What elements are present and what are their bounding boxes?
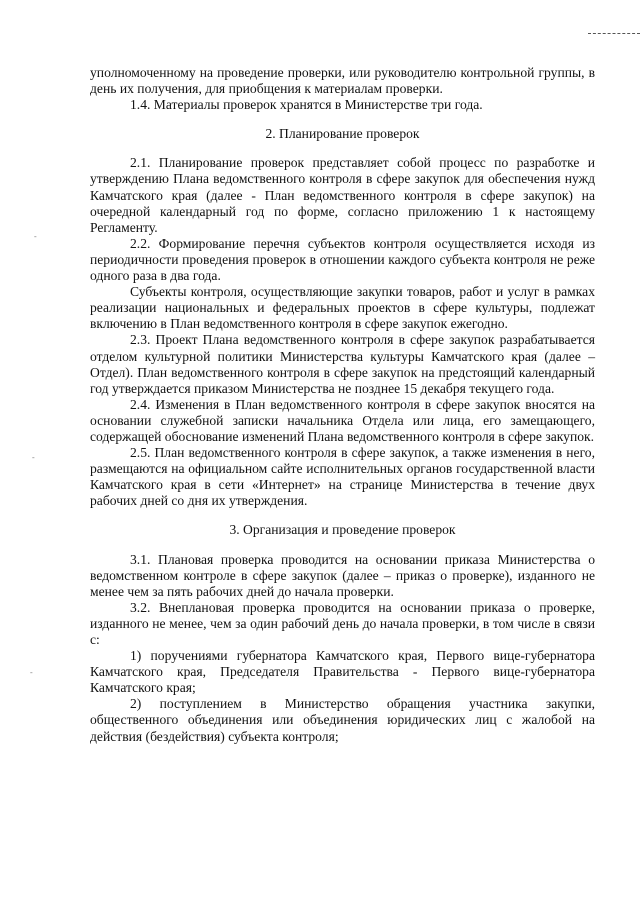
paragraph: 2.1. Планирование проверок представляет собой процесс по разработке и утверждению Плана ведомственного контроля в сфере закупок для обеспечения нужд Камчатского края (далее - План ведомственного контроля в сфере закупок) на очередной календарный год по форме, согласно приложению 1 к настоящему Регламенту. <box>90 155 595 235</box>
scan-edge-line <box>588 33 640 34</box>
paragraph: 2.2. Формирование перечня субъектов контроля осуществляется исходя из периодичности проведения проверок в отношении каждого субъекта контроля не реже одного раза в два года. <box>90 235 595 284</box>
margin-mark: - <box>34 232 37 241</box>
margin-mark: - <box>30 668 33 677</box>
paragraph: 3.2. Внеплановая проверка проводится на основании приказа о проверке, изданного не менее, чем за один рабочий день до начала проверки, в том числе в связи с: <box>90 599 595 647</box>
margin-mark: - <box>32 453 35 462</box>
paragraph: уполномоченному на проведение проверки, или руководителю контрольной группы, в день их получения, для приобщения к материалам проверки. <box>90 65 595 97</box>
paragraph: 2.3. Проект Плана ведомственного контроля в сфере закупок разрабатывается отделом культурной политики Министерства культуры Камчатского края (далее – Отдел). План ведомственного контроля в сфере закупок на предстоящий календарный год утверждается приказом Министерства не позднее 15 декабря текущего года. <box>90 332 595 396</box>
paragraph: 2.5. План ведомственного контроля в сфере закупок, а также изменения в него, размещаются на официальном сайте исполнительных органов государственной власти Камчатского края в сети «Интернет» на странице Министерства в течение двух рабочих дней со дня их утверждения. <box>90 445 595 509</box>
list-item: 2) поступлением в Министерство обращения участника закупки, общественного объединения или объединения юридических лиц с жалобой на действия (бездействия) субъекта контроля; <box>90 696 595 744</box>
document-body <box>90 65 595 745</box>
section-heading: 2. Планирование проверок <box>265 126 420 142</box>
section-heading: 3. Организация и проведение проверок <box>229 522 456 538</box>
paragraph: 2.4. Изменения в План ведомственного контроля в сфере закупок вносятся на основании служебной записки начальника Отдела или лица, его замещающего, содержащей обоснование изменений Плана ведомственного контроля в сфере закупок. <box>90 396 595 444</box>
paragraph: 3.1. Плановая проверка проводится на основании приказа Министерства о ведомственном контроле в сфере закупок (далее – приказ о проверке), изданного не менее чем за пять рабочих дней до начала проверки. <box>90 551 595 599</box>
paragraph: 1.4. Материалы проверок хранятся в Министерстве три года. <box>130 97 483 113</box>
paragraph: Субъекты контроля, осуществляющие закупки товаров, работ и услуг в рамках реализации национальных и федеральных проектов в сфере культуры, подлежат включению в План ведомственного контроля в сфере закупок ежегодно. <box>90 284 595 332</box>
list-item: 1) поручениями губернатора Камчатского края, Первого вице-губернатора Камчатского края, Председателя Правительства - Первого вице-губернатора Камчатского края; <box>90 648 595 696</box>
